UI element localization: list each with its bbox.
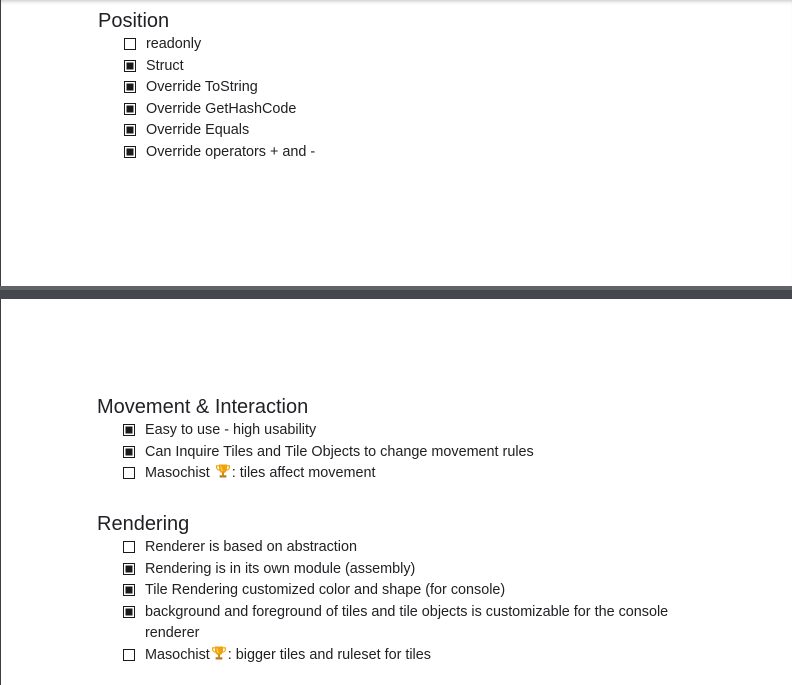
item-label: Easy to use - high usability — [145, 422, 317, 438]
item-label: Override Equals — [146, 122, 250, 138]
item-label: Override GetHashCode — [146, 100, 297, 117]
item-label — [145, 465, 375, 481]
item-label: Override operators + and - — [146, 143, 316, 160]
list-item — [123, 602, 685, 645]
list-item — [123, 442, 685, 464]
list-item — [124, 120, 686, 142]
section-rendering — [97, 511, 685, 666]
item-label-before: Masochist — [145, 646, 210, 663]
item-label — [145, 647, 431, 663]
checkbox-checked[interactable] — [124, 103, 136, 115]
checklist-movement — [97, 420, 685, 485]
list-item — [124, 34, 686, 56]
item-label: Can Inquire Tiles and Tile Objects to change movement rules — [145, 443, 534, 460]
trophy-icon — [215, 463, 231, 479]
item-label: background and foreground of tiles and tile objects is customizable for the console renderer — [145, 603, 669, 641]
item-label: Rendering is in its own module (assembly) — [145, 560, 416, 577]
section-position — [98, 8, 686, 163]
item-label: readonly — [146, 36, 202, 52]
page-separator — [0, 286, 792, 299]
section-heading-position: Position — [98, 10, 170, 32]
checkbox-checked[interactable] — [123, 563, 135, 575]
checkbox-checked[interactable] — [123, 584, 135, 596]
item-label: Override ToString — [146, 79, 258, 95]
checkbox-checked[interactable] — [123, 424, 135, 436]
list-item — [124, 77, 686, 99]
list-item — [123, 580, 685, 602]
trophy-icon — [211, 645, 227, 661]
item-label-after: : tiles affect movement — [231, 465, 376, 481]
item-label-before: Masochist — [145, 465, 214, 481]
checklist-rendering — [97, 537, 685, 666]
list-item — [124, 142, 686, 164]
checkbox-checked[interactable] — [123, 606, 135, 618]
list-item — [123, 537, 685, 559]
checkbox-checked[interactable] — [123, 446, 135, 458]
checklist-position — [98, 34, 686, 163]
item-label-after: : bigger tiles and ruleset for tiles — [227, 646, 431, 663]
list-item — [124, 56, 686, 78]
list-item — [123, 645, 685, 667]
document-page-1 — [0, 0, 792, 286]
checkbox-checked[interactable] — [124, 146, 136, 158]
list-item — [123, 559, 685, 581]
checkbox-unchecked[interactable] — [124, 38, 136, 50]
list-item — [124, 99, 686, 121]
checkbox-checked[interactable] — [124, 60, 136, 72]
checkbox-checked[interactable] — [124, 81, 136, 93]
section-heading-movement: Movement & Interaction — [97, 396, 309, 418]
item-label: Struct — [146, 57, 184, 74]
item-label: Renderer is based on abstraction — [145, 539, 357, 555]
checkbox-unchecked[interactable] — [123, 467, 135, 479]
checkbox-checked[interactable] — [124, 124, 136, 136]
checkbox-unchecked[interactable] — [123, 649, 135, 661]
list-item — [123, 420, 685, 442]
item-label: Tile Rendering customized color and shape (for console) — [145, 582, 506, 598]
checkbox-unchecked[interactable] — [123, 541, 135, 553]
section-heading-rendering: Rendering — [97, 513, 190, 535]
section-movement — [97, 394, 685, 485]
list-item — [123, 463, 685, 485]
